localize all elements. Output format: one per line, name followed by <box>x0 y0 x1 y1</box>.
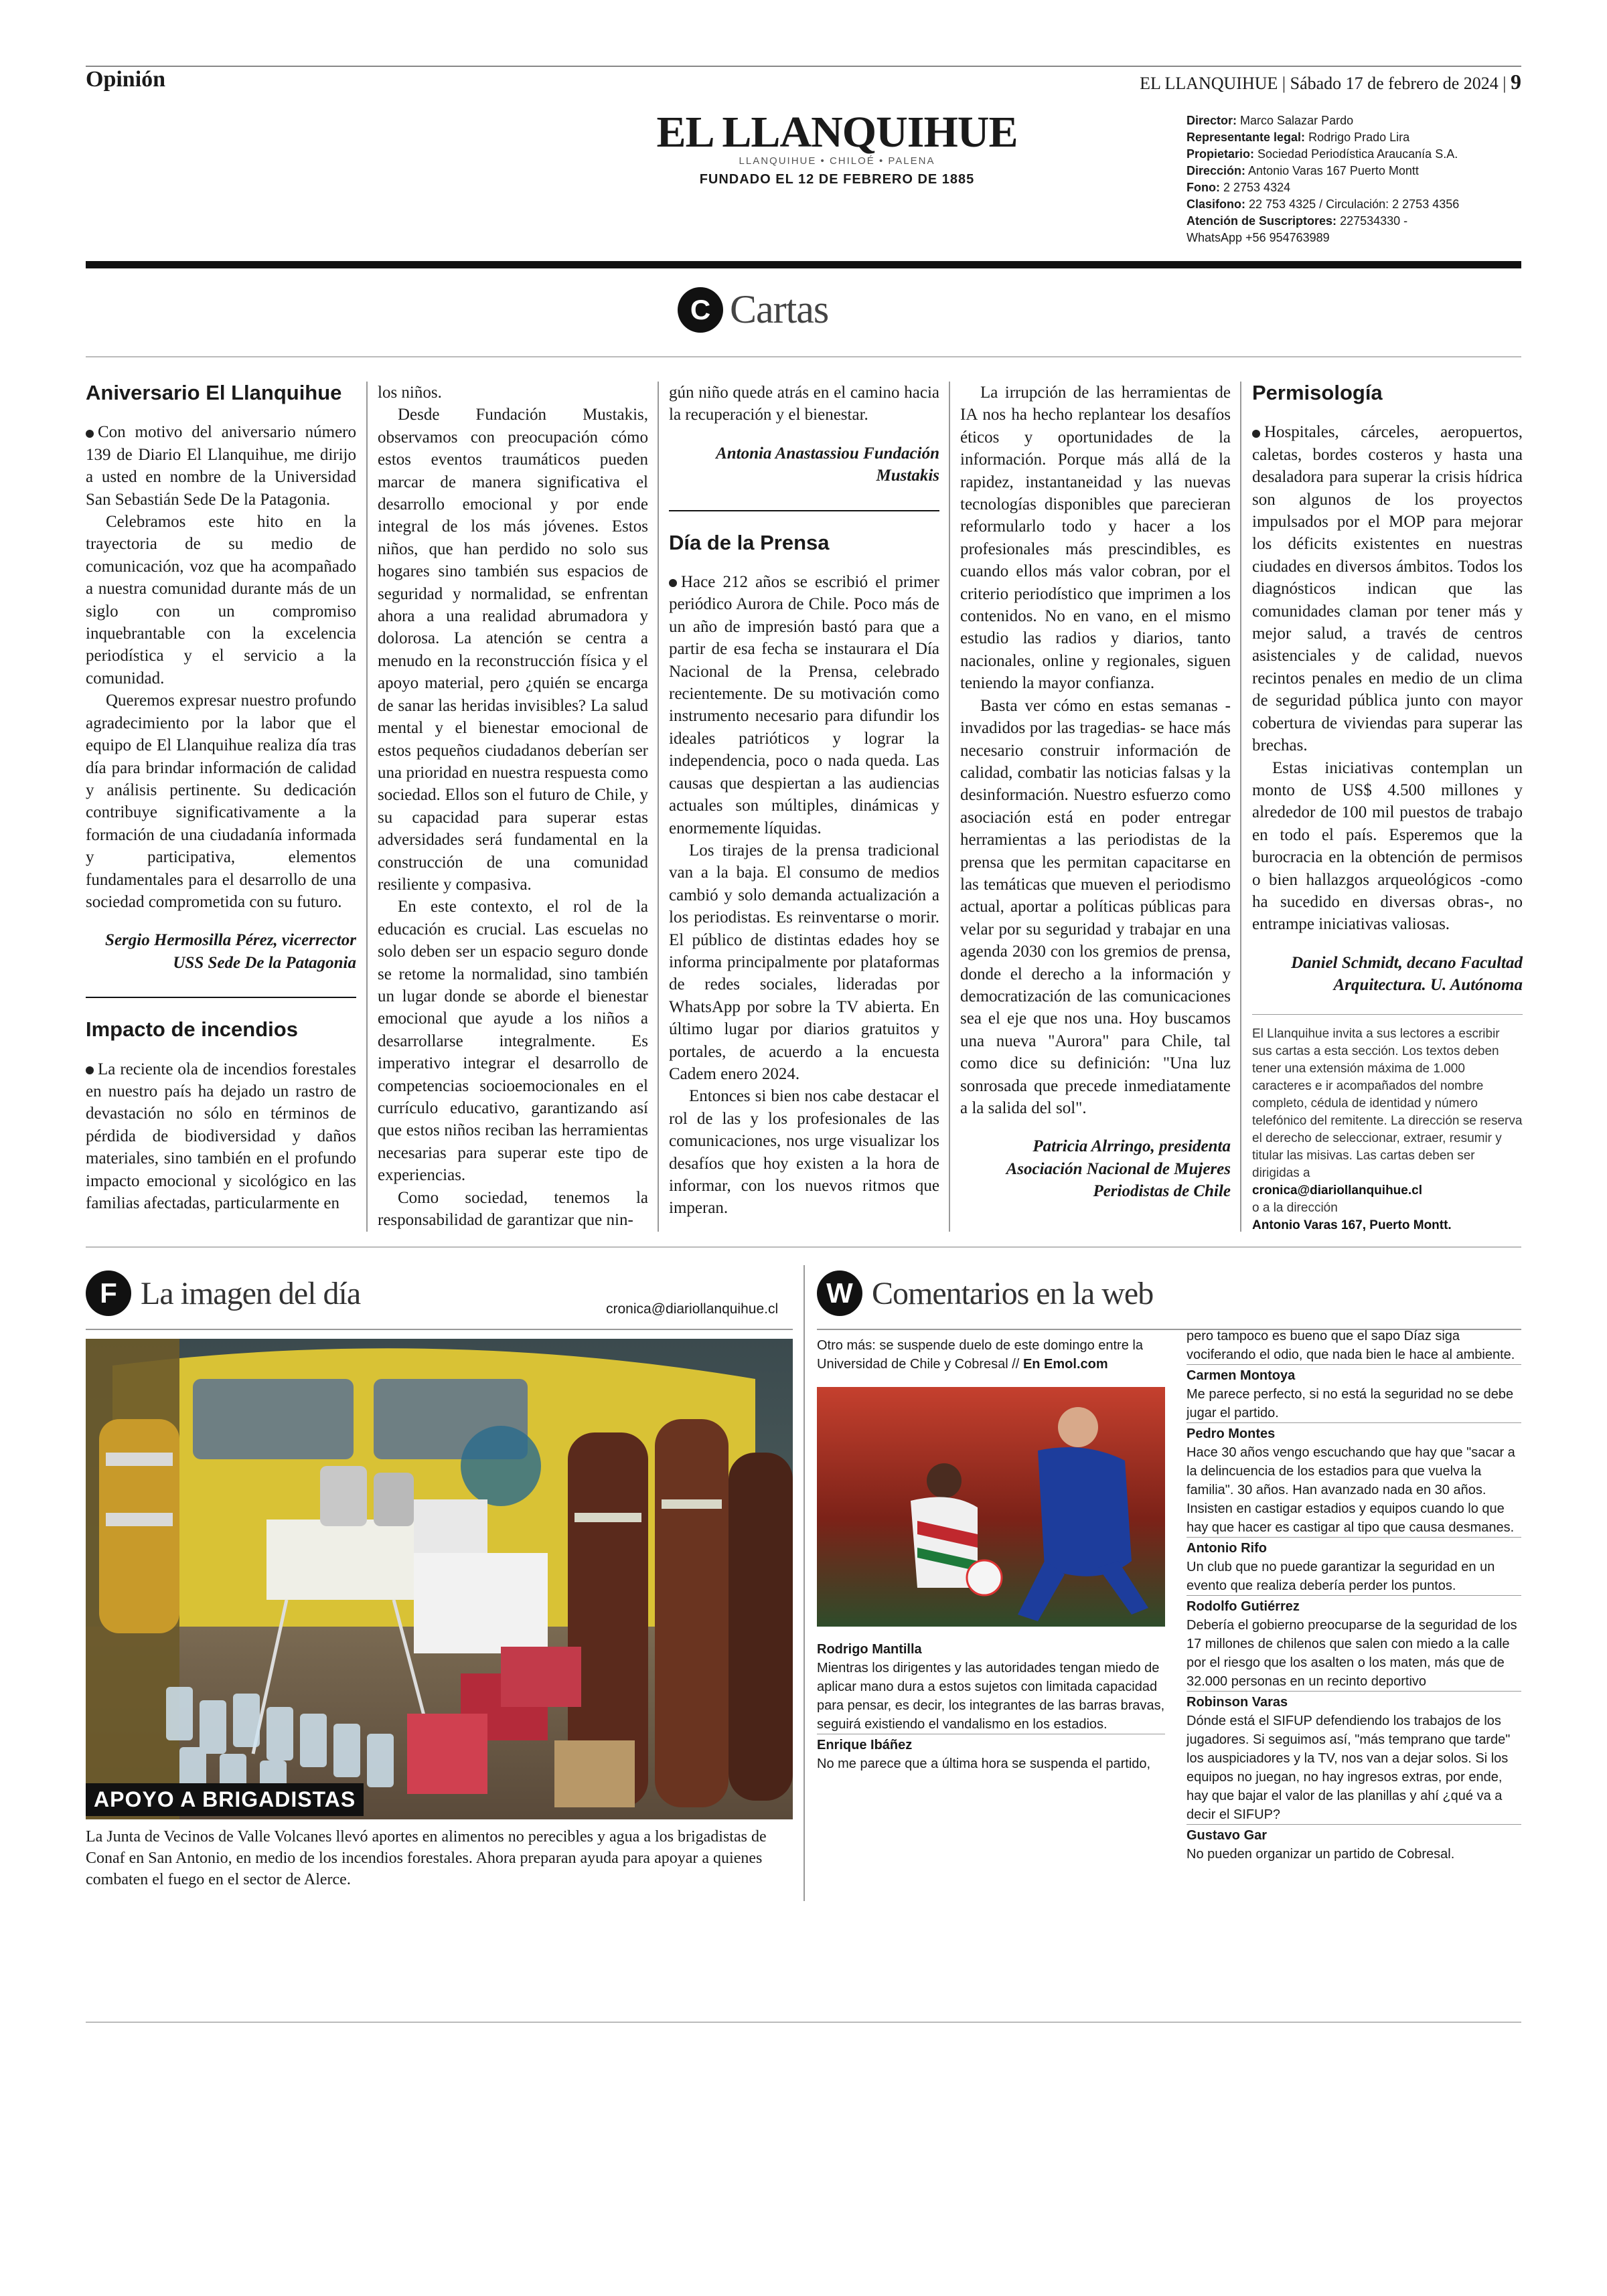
photo-caption-label: APOYO A BRIGADISTAS <box>86 1783 364 1816</box>
comment-author: Pedro Montes <box>1187 1422 1521 1443</box>
comment-text: Hace 30 años vengo escuchando que hay que "sacar a la delincuencia de los estadios para que vuelva la familia". 30 años. Han avanzado nada en 30 años. Insisten en castigar estadios y equipos cuando lo que hay que hacer es castigar al tipo que causa desmanes. <box>1187 1445 1515 1535</box>
imagen-email[interactable]: cronica@diariollanquihue.cl <box>606 1301 779 1317</box>
imagen-header <box>86 1270 360 1316</box>
comentarios-w-icon: W <box>817 1270 862 1316</box>
page-bottom-rule <box>86 2022 1521 2023</box>
comentarios-header <box>817 1270 1153 1316</box>
staff-line: Director: Marco Salazar Pardo <box>1187 114 1354 127</box>
imagen-f-icon: F <box>86 1270 131 1316</box>
letter-column-2 <box>378 382 648 1231</box>
letter-separator <box>669 510 939 511</box>
cartas-bottom-rule <box>86 1246 1521 1248</box>
letter-paragraph: En este contexto, el rol de la educación es crucial. Las escuelas no solo deben ser un espacio seguro donde se retome la normalidad, sino también un lugar donde se aborde el bienestar emocional que ayude a los niños a desarrollarse integralmente. Es imperativo integrar el desarrollo de competencias socioemocionales en el currículo educativo, garantizando así que estos niños reciban las herramientas necesarias para superar este tipo de experiencias. <box>378 898 648 1185</box>
letter-paragraph: Hace 212 años se escribió el primer periódico Aurora de Chile. Poco más de un año de impresión bastó para que a partir de esa fecha se instaurara el Día Nacional de la Prensa, celebrado recientemente. De su motivación como instrumento necesario para difundir los ideales patrióticos y lograr la independencia, poco o nada queda. Las causas que despiertan a las audiencias actuales son múltiples, dinámicas y enormemente líquidas. <box>669 573 939 837</box>
letter-paragraph: Queremos expresar nuestro profundo agradecimiento por la labor que el equipo de El Llanquihue realiza día tras día para brindar información de calidad y análisis pertinente. Su dedicación contribuye significativamente a la formación de una ciudadanía informada y participativa, elementos fundamentales para el desarrollo de una sociedad comprometida con su futuro. <box>86 691 356 911</box>
submission-address: Antonio Varas 167, Puerto Montt. <box>1252 1218 1452 1232</box>
letter-column-4 <box>960 382 1231 1203</box>
bullet-icon <box>86 430 94 438</box>
masthead <box>576 107 1098 187</box>
letter-paragraph: Los tirajes de la prensa tradicional van a la baja. El consumo de medios cambió y solo demanda actualización a los periodistas. Es reinventarse o morir. El público de distintas edades hoy se informa principalmente por plataformas de redes sociales, lideradas por WhatsApp por sobre la TV abierta. En último lugar por diarios gratuitos y portales, de acuerdo a la encuesta Cadem enero 2024. <box>669 841 939 1083</box>
cartas-rule <box>86 356 1521 357</box>
letter-signature: Patricia Alrringo, presidenta Asociación Nacional de Mujeres Periodistas de Chile <box>1006 1137 1231 1201</box>
letter-paragraph: Hospitales, cárceles, aeropuertos, caletas, bordes costeros y hasta una desaladora para superar la crisis hídrica son algunos de los proyectos impulsados por el MOP para mejorar los déficits existentes en nuestras ciudades en diversos ámbitos. Todos los diagnósticos indican que las comunidades claman por tener más y mejor salud, a través de centros asistenciales y de calidad, nuevos recintos penales en medio de un clima de seguridad pública junto con mayor cobertura de viviendas para superar las brechas. <box>1252 423 1523 755</box>
letter-paragraph: gún niño quede atrás en el camino hacia la recuperación y el bienestar. <box>669 384 939 424</box>
bullet-icon <box>1252 430 1260 438</box>
cartas-c-icon: C <box>678 287 723 333</box>
comment-author: Enrique Ibáñez <box>817 1734 1165 1754</box>
founded-line: FUNDADO EL 12 DE FEBRERO DE 1885 <box>699 172 975 187</box>
comment-text: Dónde está el SIFUP defendiendo los trabajos de los jugadores. Si seguimos así, "más temprano que tarde" los auspiciadores y la TV, nos van a dejar solos. Si los equipos no juegan, no hay ingresos extras, por ende, hay que bajar el valor de las planillas y ahí ¿qué va a decir el SIFUP? <box>1187 1714 1511 1822</box>
comment-text: No pueden organizar un partido de Cobresal. <box>1187 1847 1455 1862</box>
letter-column-5 <box>1252 382 1523 1234</box>
note-separator <box>1252 1014 1523 1015</box>
bullet-icon <box>669 579 677 587</box>
letter-heading: Impacto de incendios <box>86 1017 298 1042</box>
letter-signature: Antonia Anastassiou Fundación Mustakis <box>716 444 939 485</box>
comment-author: Rodolfo Gutiérrez <box>1187 1595 1521 1616</box>
letter-signature: Sergio Hermosilla Pérez, vicerrector USS Sede De la Patagonia <box>105 931 356 972</box>
section-label: Opinión <box>86 67 166 92</box>
staff-line: Fono: 2 2753 4324 <box>1187 181 1291 194</box>
comentarios-intro: Otro más: se suspende duelo de este domingo entre la Universidad de Chile y Cobresal // En Emol.com <box>817 1338 1143 1372</box>
submission-note: El Llanquihue invita a sus lectores a escribir sus cartas a esta sección. Los textos deben tener una extensión máxima de 1.000 caracteres e ir acompañados del nombre completo, cédula de identidad y número telefónico del remitente. La dirección se reserva el derecho de seleccionar, extraer, resumir y titular las misivas. Las cartas deben ser dirigidas a cronica@diariollanquihue.cl o a la dirección Antonio Varas 167, Puerto Montt. <box>1252 1026 1523 1232</box>
column-divider <box>658 382 659 1232</box>
letter-heading: Día de la Prensa <box>669 530 830 554</box>
column-divider <box>949 382 950 1232</box>
comentarios-left-column <box>817 1336 1165 1773</box>
letter-paragraph: los niños. <box>378 384 442 402</box>
page-number: 9 <box>1511 70 1521 94</box>
comment-author: Robinson Varas <box>1187 1691 1521 1712</box>
letter-signature: Daniel Schmidt, decano Facultad Arquitectura. U. Autónoma <box>1291 953 1523 995</box>
letter-heading: Permisología <box>1252 381 1383 404</box>
cartas-header <box>678 286 828 333</box>
comment-text: pero tampoco es bueno que el sapo Díaz siga vociferando el odio, que nada bien le hace al ambiente. <box>1187 1329 1515 1362</box>
letter-paragraph: La reciente ola de incendios forestales en nuestro país ha dejado un rastro de devastación no sólo en términos de pérdida de biodiversidad y daños materiales, sino también en el profundo impacto emocional y sicológico en las familias afectadas, particularmente en <box>86 1060 356 1212</box>
header-rule <box>86 261 1521 268</box>
letter-paragraph: La irrupción de las herramientas de IA nos ha hecho replantear los desafíos éticos y oportunidades de la información. Porque más allá de la rapidez, instantaneidad y las nuevas tecnologías disponibles que parecieran reformularlo todo y hacer a los profesionales más prescindibles, es cuando ellos más valor cobran, por el criterio periodístico que imprimen a los contenidos. No en vano, en el mismo estudio las radios y diarios, tanto nacionales, online y regionales, siguen teniendo la mayor confianza. <box>960 384 1231 693</box>
comentarios-right-column <box>1187 1327 1521 1864</box>
date-text: EL LLANQUIHUE | Sábado 17 de febrero de 2024 | <box>1140 74 1507 93</box>
letter-separator <box>86 997 356 998</box>
paper-sub: LLANQUIHUE • CHILOÉ • PALENA <box>739 155 935 167</box>
staff-line: WhatsApp +56 954763989 <box>1187 231 1330 244</box>
staff-line: Atención de Suscriptores: 227534330 - <box>1187 214 1408 228</box>
column-divider <box>1240 382 1241 1232</box>
letter-paragraph: Estas iniciativas contemplan un monto de US$ 4.500 millones y alrededor de 100 mil puestos de trabajo en todo el país. Esperemos que la burocracia en la obtención de permisos o bien hallazgos arqueológicos -como ha sucedido en diversas obras-, no entrampe iniciativas valiosas. <box>1252 758 1523 934</box>
staff-line: Representante legal: Rodrigo Prado Lira <box>1187 131 1410 144</box>
section-divider <box>804 1265 805 1901</box>
staff-line: Dirección: Antonio Varas 167 Puerto Montt <box>1187 164 1419 177</box>
letter-heading: Aniversario El Llanquihue <box>86 381 342 404</box>
letter-column-1 <box>86 382 356 1214</box>
comment-text: Mientras los dirigentes y las autoridades tengan miedo de aplicar mano dura a estos sujetos con limitada capacidad para pensar, es decir, los integrantes de las barras bravas, seguirá existiendo el vandalismo en los estadios. <box>817 1661 1165 1732</box>
letter-paragraph: Con motivo del aniversario número 139 de Diario El Llanquihue, me dirijo a usted en nombre de la Universidad San Sebastián Sede De la Patagonia. <box>86 423 356 509</box>
paper-name: EL LLANQUIHUE <box>656 108 1018 157</box>
dateline <box>1140 70 1521 94</box>
comment-author: Gustavo Gar <box>1187 1824 1521 1845</box>
imagen-title: La imagen del día <box>141 1275 361 1311</box>
letter-paragraph: Desde Fundación Mustakis, observamos con preocupación cómo estos eventos traumáticos pueden marcar de manera significativa el desarrollo emocional y por ende integral de los más jóvenes. Estos niños, que han perdido no solo sus hogares sino también sus espacios de seguridad y normalidad, se enfrentan ahora a una realidad abrumadora y dolorosa. La atención se centra a menudo en la reconstrucción física y el apoyo material, pero ¿quién se encarga de sanar las heridas invisibles? La salud mental y el bienestar emocional de estos pequeños ciudadanos deberían ser una prioridad en nuestra respuesta como sociedad. Ellos son el futuro de Chile, y su capacidad para superar estas adversidades será fundamental en la construcción de una comunidad resiliente y compasiva. <box>378 406 648 894</box>
comment-text: No me parece que a última hora se suspenda el partido, <box>817 1756 1151 1771</box>
photo-of-the-day <box>86 1339 793 1819</box>
submission-email[interactable]: cronica@diariollanquihue.cl <box>1252 1183 1422 1198</box>
football-photo <box>817 1387 1165 1627</box>
letter-paragraph: Celebramos este hito en la trayectoria de su medio de comunicación, voz que ha acompañado a nuestra comunidad durante más de un siglo con un compromiso inquebrantable con la excelencia periodística y el servicio a la comunidad. <box>86 513 356 687</box>
comment-author: Rodrigo Mantilla <box>817 1642 922 1657</box>
comment-text: Un club que no puede garantizar la seguridad en un evento que realiza debería perder los puntos. <box>1187 1560 1495 1593</box>
comment-text: Debería el gobierno preocuparse de la seguridad de los 17 millones de chilenos que salen con miedo a la calle por el riesgo que los asalten o los maten, más que de 32.000 personas en un recinto deportivo <box>1187 1618 1517 1689</box>
staff-line: Clasifono: 22 753 4325 / Circulación: 2 2753 4356 <box>1187 197 1460 211</box>
brigadistas-photo <box>86 1339 793 1819</box>
imagen-rule <box>86 1329 793 1330</box>
cartas-title: Cartas <box>730 287 829 331</box>
letter-paragraph: Entonces si bien nos cabe destacar el rol de las y los profesionales de las comunicaciones, nos urge visualizar los desafíos que hoy existen a la hora de informar, con los nuevos ritmos que imperan. <box>669 1087 939 1218</box>
letter-paragraph: Como sociedad, tenemos la responsabilidad de garantizar que nin- <box>378 1188 648 1230</box>
photo-caption: La Junta de Vecinos de Valle Volcanes llevó aportes en alimentos no perecibles y agua a los brigadistas de Conaf en San Antonio, en medio de los incendios forestales. Ahora preparan ayuda para apoyar a quienes combaten el fuego en el sector de Alerce. <box>86 1828 767 1888</box>
staff-box <box>1187 112 1515 246</box>
comment-author: Carmen Montoya <box>1187 1364 1521 1385</box>
letter-paragraph: Basta ver cómo en estas semanas -invadidos por las tragedias- se hace más necesario construir información de calidad, combatir las noticias falsas y la desinformación. Nuestro esfuerzo como asociación está en poder entregar herramientas a las periodistas de la prensa que les permitan capacitarse en las temáticas que mueven el periodismo actual, aportar a políticas públicas para velar por su seguridad y trabajar en una agenda 2030 con los gremios de prensa, donde el derecho a la información y democratización de las comunicaciones sea el eje que nos una. Hoy buscamos una nueva "Aurora" para Chile, tal como dice su definición: "Una luz sonrosada que precede inmediatamente a la salida del sol". <box>960 696 1231 1117</box>
letter-column-3 <box>669 382 939 1220</box>
top-rule <box>86 66 1521 67</box>
bullet-icon <box>86 1066 94 1074</box>
comment-author: Antonio Rifo <box>1187 1537 1521 1558</box>
column-divider <box>366 382 368 1232</box>
football-image <box>817 1387 1165 1627</box>
comentarios-source[interactable]: En Emol.com <box>1022 1357 1108 1372</box>
comentarios-title: Comentarios en la web <box>872 1275 1154 1311</box>
comment-text: Me parece perfecto, si no está la seguridad no se debe jugar el partido. <box>1187 1387 1514 1420</box>
staff-line: Propietario: Sociedad Periodística Araucanía S.A. <box>1187 147 1458 161</box>
